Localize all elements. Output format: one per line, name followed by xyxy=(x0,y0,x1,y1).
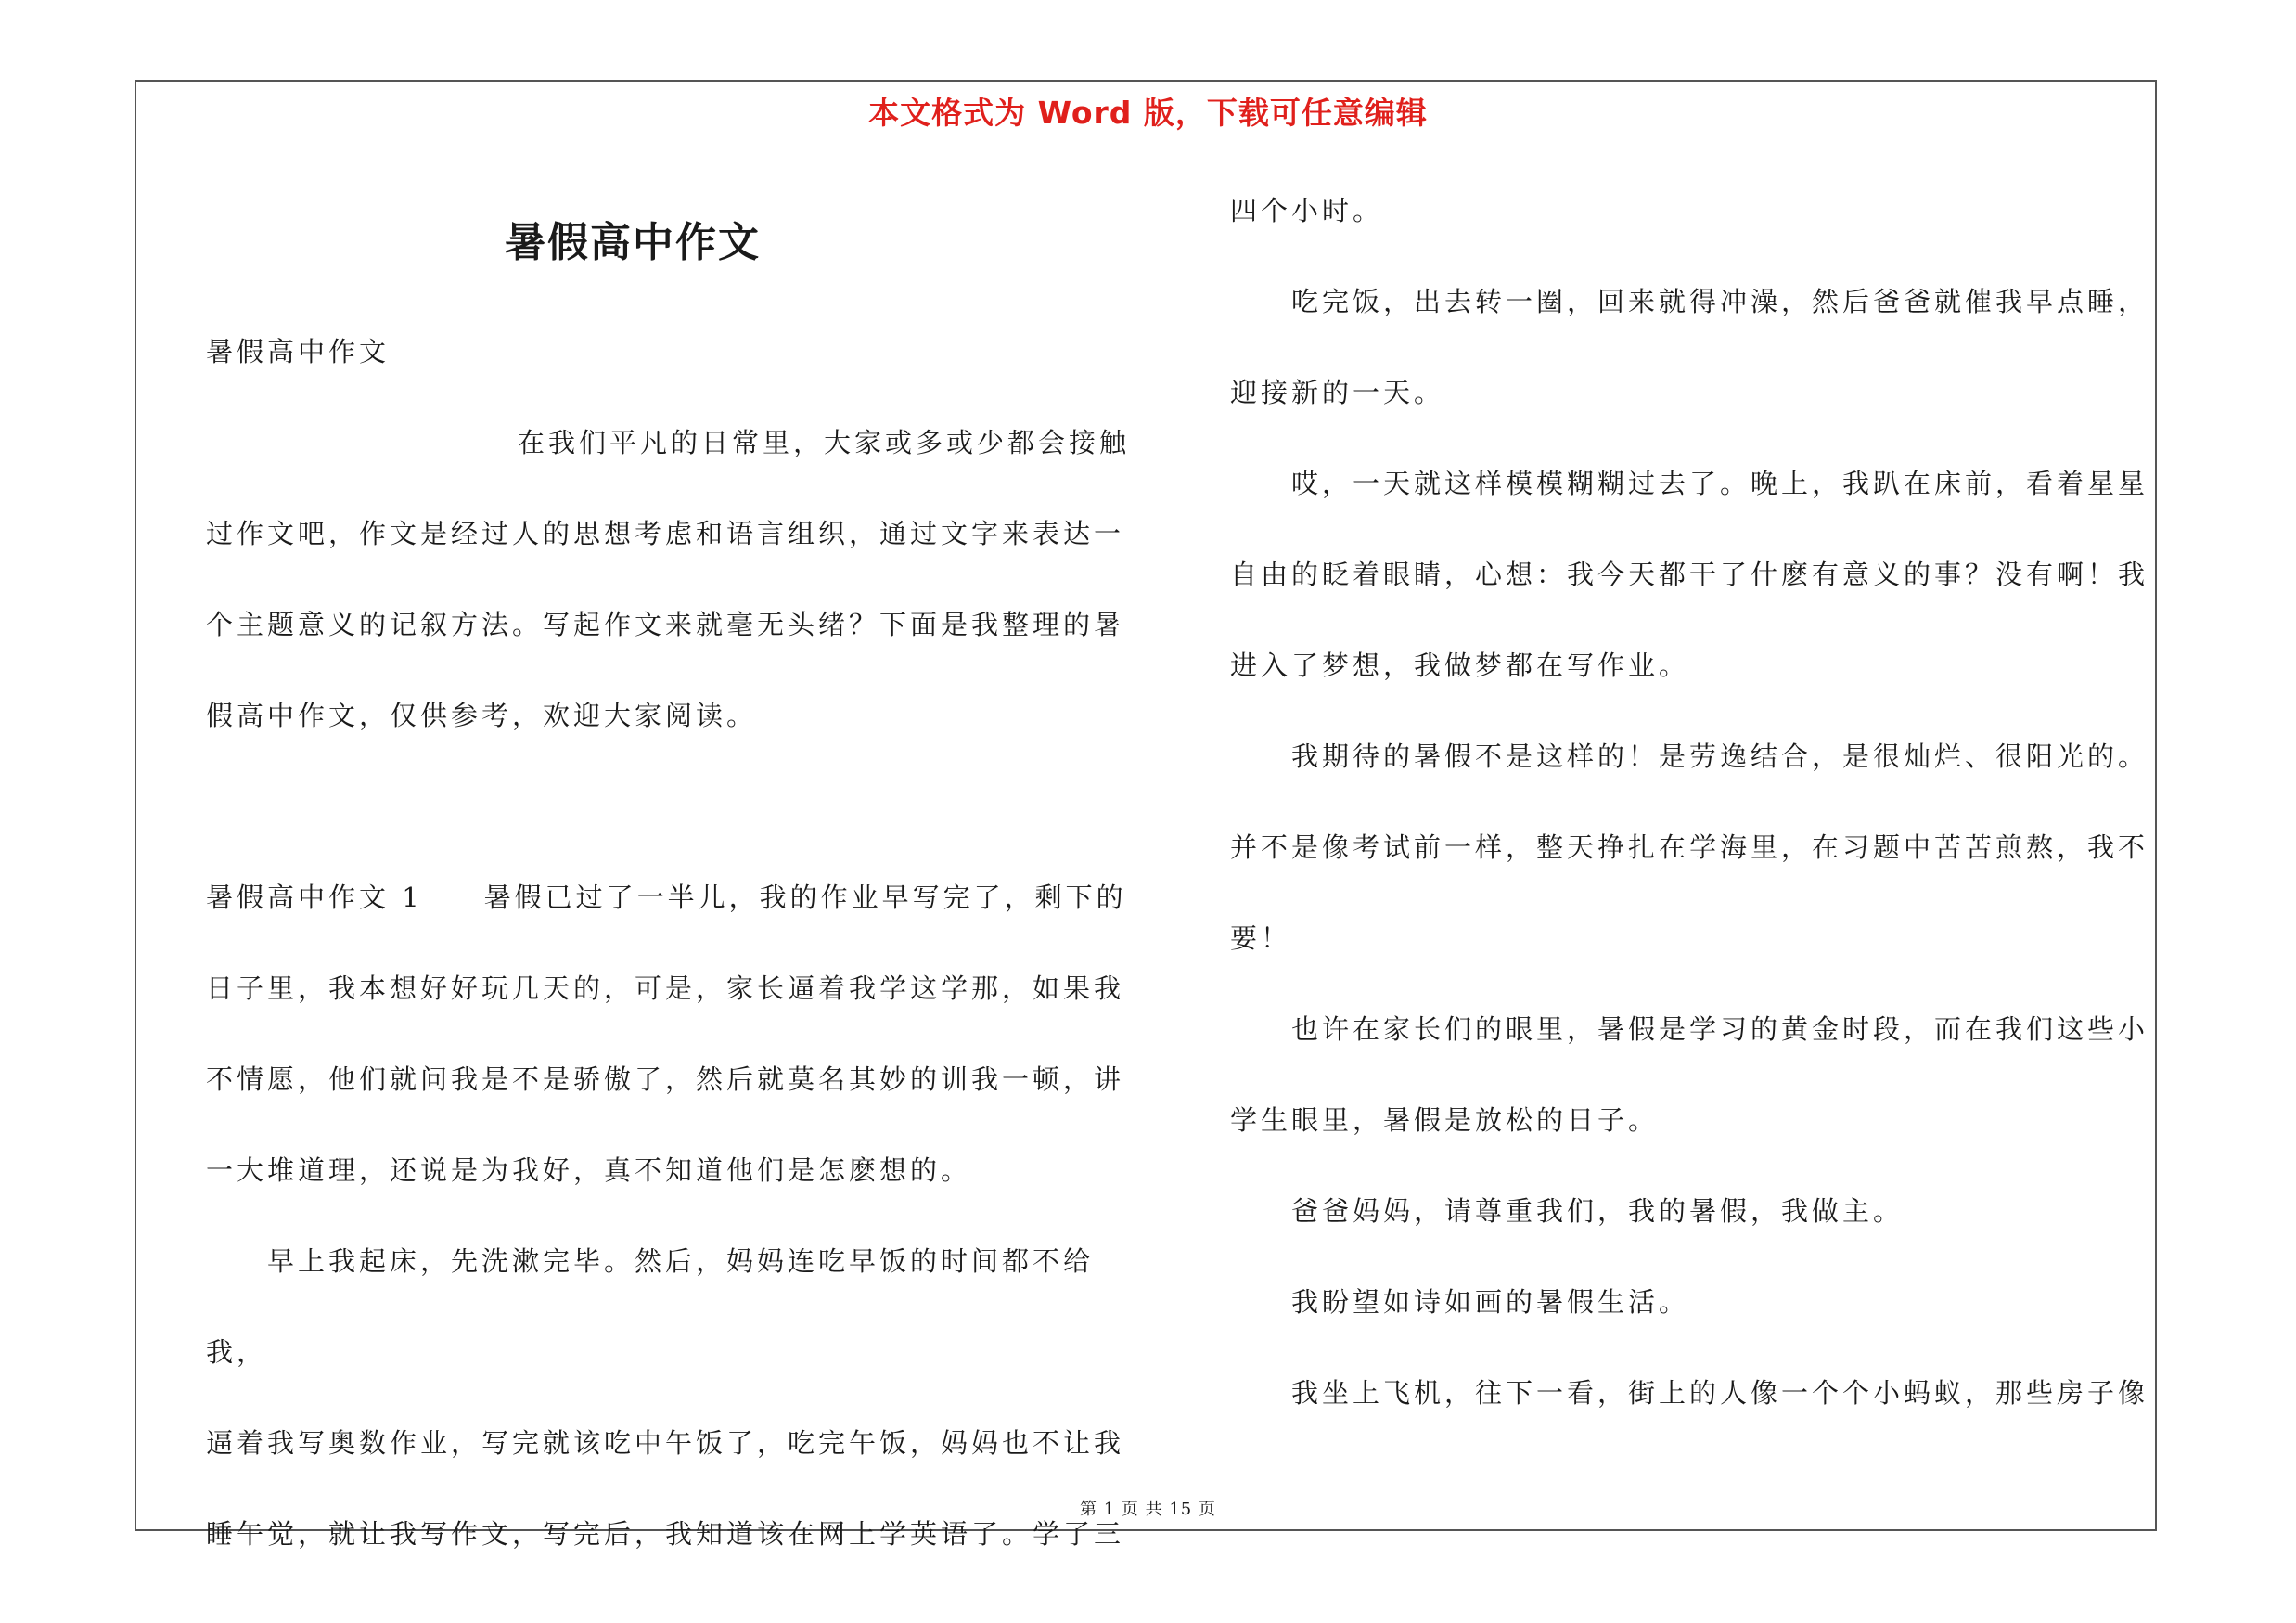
essay-line: 并不是像考试前一样，整天挣扎在学海里，在习题中苦苦煎熬，我不 xyxy=(1230,831,2149,863)
essay-line: 迎接新的一天。 xyxy=(1230,377,1445,408)
right-column xyxy=(1230,165,2167,1438)
essay-line: 自由的眨着眼睛，心想：我今天都干了什麽有意义的事？没有啊！我 xyxy=(1230,559,2149,590)
left-column xyxy=(206,306,1134,1579)
essay-line: 睡午觉，就让我写作文，写完后，我知道该在网上学英语了。学了三 xyxy=(206,1518,1125,1550)
essay-line: 哎，一天就这样模模糊糊过去了。晚上，我趴在床前，看着星星 xyxy=(1291,468,2149,499)
essay-line: 爸爸妈妈，请尊重我们，我的暑假，我做主。 xyxy=(1291,1195,1905,1227)
essay-line: 四个小时。 xyxy=(1230,195,1384,226)
intro-line: 在我们平凡的日常里，大家或多或少都会接触 xyxy=(518,427,1131,458)
essay-line: 要！ xyxy=(1230,922,1292,954)
paragraph-gap xyxy=(206,761,1134,852)
subtitle-line: 暑假高中作文 xyxy=(206,336,391,367)
essay-line: 早上我起床，先洗漱完毕。然后，妈妈连吃早饭的时间都不给我， xyxy=(206,1245,1095,1368)
essay-line: 我期待的暑假不是这样的！是劳逸结合，是很灿烂、很阳光的。 xyxy=(1291,741,2149,772)
intro-line: 过作文吧，作文是经过人的思想考虑和语言组织，通过文字来表达一 xyxy=(206,518,1125,549)
document-title: 暑假高中作文 xyxy=(505,219,761,266)
essay-line: 一大堆道理，还说是为我好，真不知道他们是怎麽想的。 xyxy=(206,1154,972,1186)
word-format-banner: 本文格式为 Word 版，下载可任意编辑 xyxy=(868,95,1428,131)
essay-heading-line: 暑假高中作文 1 暑假已过了一半儿，我的作业早写完了，剩下的 xyxy=(206,882,1127,913)
essay-line: 我盼望如诗如画的暑假生活。 xyxy=(1291,1286,1690,1318)
essay-line: 进入了梦想，我做梦都在写作业。 xyxy=(1230,650,1690,681)
intro-line: 假高中作文，仅供参考，欢迎大家阅读。 xyxy=(206,700,758,731)
essay-line: 吃完饭，出去转一圈，回来就得冲澡，然后爸爸就催我早点睡， xyxy=(1291,286,2149,317)
essay-line: 逼着我写奥数作业，写完就该吃中午饭了，吃完午饭，妈妈也不让我 xyxy=(206,1427,1125,1459)
essay-line: 日子里，我本想好好玩几天的，可是，家长逼着我学这学那，如果我 xyxy=(206,973,1125,1004)
essay-line: 学生眼里，暑假是放松的日子。 xyxy=(1230,1104,1660,1136)
page-number-footer: 第 1 页 共 15 页 xyxy=(1080,1500,1216,1519)
essay-line: 我坐上飞机，往下一看，街上的人像一个个小蚂蚁，那些房子像 xyxy=(1291,1377,2149,1409)
intro-line: 个主题意义的记叙方法。写起作文来就毫无头绪？下面是我整理的暑 xyxy=(206,609,1125,640)
essay-line: 也许在家长们的眼里，暑假是学习的黄金时段，而在我们这些小 xyxy=(1291,1013,2149,1045)
essay-line: 不情愿，他们就问我是不是骄傲了，然后就莫名其妙的训我一顿，讲 xyxy=(206,1063,1125,1095)
